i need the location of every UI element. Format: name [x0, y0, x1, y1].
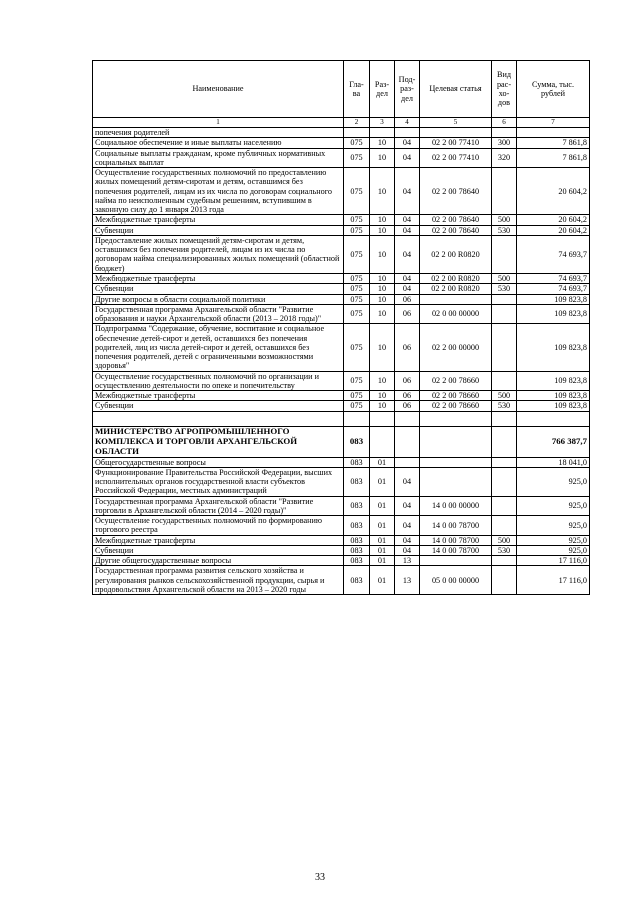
cell-vid: [492, 294, 517, 304]
cell-podrazdel: 04: [395, 168, 420, 215]
column-number-row: [93, 118, 590, 128]
cell-podrazdel: 04: [395, 516, 420, 536]
table-row: [93, 294, 590, 304]
budget-table: [92, 60, 590, 595]
table-row: [93, 566, 590, 595]
cell-name: Государственная программа Архангельской области "Развитие торговли в Архангельской области (2014 – 2020 годы)": [93, 496, 344, 516]
cell-vid: 530: [492, 225, 517, 235]
table-row: [93, 401, 590, 411]
col-header-sum: Сумма, тыс. рублей: [517, 61, 590, 118]
cell-razdel: 10: [370, 294, 395, 304]
cell-vid: 530: [492, 284, 517, 294]
cell-name: Предоставление жилых помещений детям-сиротам и детям, оставшимся без попечения родителей, лицам из их числа по договорам найма специализированных жилых помещений (областной бюджет): [93, 235, 344, 273]
cell-target: [420, 556, 492, 566]
cell-razdel: 01: [370, 556, 395, 566]
cell-name: Осуществление государственных полномочий по предоставлению жилых помещений детям-сиротам и детям, оставшимся без попечения родителей, лицам из их числа по договорам социального найма по неисполненным судебным решениям, вступившим в законную силу до 1 января 2013 года: [93, 168, 344, 215]
cell-sum: 925,0: [517, 467, 590, 496]
cell-vid: [492, 128, 517, 138]
cell-podrazdel: 04: [395, 496, 420, 516]
cell-name: Подпрограмма "Содержание, обучение, воспитание и социальное обеспечение детей-сирот и детей, оставшихся без попечения родителей, лиц из числа детей-сирот и детей, оставшихся без попечения родителей, детей с ограниченными возможностями здоровья": [93, 324, 344, 371]
page-number: 33: [315, 872, 325, 883]
cell-razdel: 10: [370, 168, 395, 215]
table-row: [93, 371, 590, 391]
cell-glava: 075: [344, 294, 370, 304]
cell-target: 05 0 00 00000: [420, 566, 492, 595]
col-header-name: Наименование: [93, 61, 344, 118]
cell-name: Государственная программа Архангельской области "Развитие образования и науки Архангельской области (2013 – 2018 годы)": [93, 304, 344, 324]
column-number: 2: [344, 118, 370, 128]
table-row: [93, 516, 590, 536]
cell-vid: [492, 426, 517, 457]
cell-podrazdel: 04: [395, 535, 420, 545]
cell-glava: [344, 128, 370, 138]
cell-name: [93, 411, 344, 426]
header-row: [93, 61, 590, 118]
cell-vid: 500: [492, 273, 517, 283]
cell-sum: 17 116,0: [517, 566, 590, 595]
cell-name: Межбюджетные трансферты: [93, 535, 344, 545]
cell-podrazdel: 04: [395, 215, 420, 225]
cell-glava: 083: [344, 426, 370, 457]
cell-razdel: 10: [370, 391, 395, 401]
cell-glava: 075: [344, 215, 370, 225]
cell-podrazdel: 04: [395, 235, 420, 273]
cell-target: [420, 128, 492, 138]
column-number: 4: [395, 118, 420, 128]
table-row: [93, 496, 590, 516]
table-row: [93, 545, 590, 555]
cell-podrazdel: 06: [395, 391, 420, 401]
cell-sum: 74 693,7: [517, 284, 590, 294]
table-body: [93, 128, 590, 595]
cell-glava: 083: [344, 457, 370, 467]
cell-sum: 74 693,7: [517, 235, 590, 273]
cell-razdel: 01: [370, 545, 395, 555]
cell-podrazdel: 04: [395, 273, 420, 283]
cell-sum: 925,0: [517, 535, 590, 545]
cell-razdel: 10: [370, 324, 395, 371]
cell-razdel: 10: [370, 148, 395, 168]
cell-sum: 109 823,8: [517, 304, 590, 324]
cell-razdel: 10: [370, 284, 395, 294]
cell-vid: [492, 496, 517, 516]
table-row: [93, 128, 590, 138]
cell-podrazdel: 06: [395, 401, 420, 411]
cell-podrazdel: 04: [395, 225, 420, 235]
cell-glava: 075: [344, 148, 370, 168]
cell-sum: 20 604,2: [517, 225, 590, 235]
cell-target: [420, 426, 492, 457]
col-header-podrazdel: Под-раз-дел: [395, 61, 420, 118]
table-row: [93, 225, 590, 235]
cell-vid: [492, 324, 517, 371]
cell-glava: 075: [344, 324, 370, 371]
cell-podrazdel: 04: [395, 467, 420, 496]
table-row: [93, 426, 590, 457]
cell-podrazdel: 13: [395, 566, 420, 595]
cell-sum: 20 604,2: [517, 168, 590, 215]
cell-glava: 083: [344, 545, 370, 555]
cell-razdel: 01: [370, 566, 395, 595]
cell-vid: [492, 566, 517, 595]
cell-name: Социальные выплаты гражданам, кроме публичных нормативных социальных выплат: [93, 148, 344, 168]
cell-glava: 083: [344, 556, 370, 566]
col-header-target: Целевая статья: [420, 61, 492, 118]
cell-sum: [517, 411, 590, 426]
cell-glava: 075: [344, 138, 370, 148]
cell-target: [420, 411, 492, 426]
cell-podrazdel: [395, 426, 420, 457]
cell-name: попечения родителей: [93, 128, 344, 138]
cell-target: 14 0 00 78700: [420, 545, 492, 555]
cell-target: 14 0 00 78700: [420, 535, 492, 545]
table-row: [93, 324, 590, 371]
cell-sum: 109 823,8: [517, 401, 590, 411]
cell-glava: 083: [344, 467, 370, 496]
table-row: [93, 457, 590, 467]
cell-razdel: 10: [370, 304, 395, 324]
cell-vid: 320: [492, 148, 517, 168]
cell-sum: 20 604,2: [517, 215, 590, 225]
table-row: [93, 148, 590, 168]
cell-target: 02 2 00 78660: [420, 371, 492, 391]
cell-vid: 300: [492, 138, 517, 148]
cell-target: [420, 294, 492, 304]
cell-target: 14 0 00 00000: [420, 496, 492, 516]
cell-podrazdel: 06: [395, 294, 420, 304]
cell-name: Социальное обеспечение и иные выплаты населению: [93, 138, 344, 148]
table-row: [93, 215, 590, 225]
cell-podrazdel: 04: [395, 545, 420, 555]
cell-name: Межбюджетные трансферты: [93, 273, 344, 283]
table-row: [93, 304, 590, 324]
cell-glava: 075: [344, 225, 370, 235]
cell-vid: [492, 467, 517, 496]
cell-glava: 075: [344, 235, 370, 273]
col-header-razdel: Раз-дел: [370, 61, 395, 118]
cell-glava: 075: [344, 371, 370, 391]
cell-sum: 925,0: [517, 496, 590, 516]
cell-glava: 075: [344, 391, 370, 401]
cell-name: Общегосударственные вопросы: [93, 457, 344, 467]
cell-razdel: [370, 411, 395, 426]
cell-target: 02 2 00 78640: [420, 215, 492, 225]
cell-podrazdel: 04: [395, 284, 420, 294]
cell-sum: 109 823,8: [517, 294, 590, 304]
cell-vid: [492, 168, 517, 215]
cell-glava: 075: [344, 401, 370, 411]
table-row: [93, 138, 590, 148]
cell-name: Функционирование Правительства Российской Федерации, высших исполнительных органов государственной власти субъектов Российской Федерации, местных администраций: [93, 467, 344, 496]
cell-podrazdel: 06: [395, 304, 420, 324]
cell-sum: 18 041,0: [517, 457, 590, 467]
cell-podrazdel: 06: [395, 324, 420, 371]
cell-podrazdel: [395, 411, 420, 426]
cell-razdel: [370, 128, 395, 138]
cell-razdel: 10: [370, 138, 395, 148]
cell-name: МИНИСТЕРСТВО АГРОПРОМЫШЛЕННОГО КОМПЛЕКСА И ТОРГОВЛИ АРХАНГЕЛЬСКОЙ ОБЛАСТИ: [93, 426, 344, 457]
cell-vid: [492, 411, 517, 426]
cell-target: 02 2 00 77410: [420, 148, 492, 168]
column-number: 5: [420, 118, 492, 128]
cell-vid: 530: [492, 401, 517, 411]
cell-sum: 109 823,8: [517, 371, 590, 391]
cell-name: Субвенции: [93, 401, 344, 411]
cell-vid: [492, 516, 517, 536]
cell-sum: 766 387,7: [517, 426, 590, 457]
table-row: [93, 235, 590, 273]
cell-target: 02 2 00 00000: [420, 324, 492, 371]
cell-podrazdel: [395, 457, 420, 467]
cell-sum: 109 823,8: [517, 324, 590, 371]
cell-razdel: 01: [370, 496, 395, 516]
column-number: 3: [370, 118, 395, 128]
cell-glava: 083: [344, 496, 370, 516]
column-number: 1: [93, 118, 344, 128]
table-row: [93, 284, 590, 294]
cell-razdel: 10: [370, 235, 395, 273]
cell-name: Другие вопросы в области социальной политики: [93, 294, 344, 304]
cell-sum: [517, 128, 590, 138]
column-number: 7: [517, 118, 590, 128]
cell-razdel: 10: [370, 401, 395, 411]
cell-razdel: 10: [370, 225, 395, 235]
cell-vid: 500: [492, 391, 517, 401]
table-row: [93, 273, 590, 283]
cell-vid: [492, 457, 517, 467]
cell-razdel: 10: [370, 273, 395, 283]
cell-name: Субвенции: [93, 284, 344, 294]
column-number: 6: [492, 118, 517, 128]
cell-razdel: 01: [370, 467, 395, 496]
cell-target: 14 0 00 78700: [420, 516, 492, 536]
cell-target: 02 2 00 78640: [420, 225, 492, 235]
table-row: [93, 535, 590, 545]
cell-podrazdel: 06: [395, 371, 420, 391]
cell-vid: 530: [492, 545, 517, 555]
cell-glava: 083: [344, 566, 370, 595]
cell-glava: [344, 411, 370, 426]
cell-razdel: 01: [370, 516, 395, 536]
table-row: [93, 168, 590, 215]
col-header-vid: Вид рас-хо-дов: [492, 61, 517, 118]
cell-razdel: 01: [370, 535, 395, 545]
cell-name: Межбюджетные трансферты: [93, 391, 344, 401]
table-row: [93, 467, 590, 496]
cell-podrazdel: 04: [395, 138, 420, 148]
cell-razdel: 10: [370, 215, 395, 225]
cell-vid: [492, 556, 517, 566]
cell-sum: 925,0: [517, 545, 590, 555]
table-row: [93, 556, 590, 566]
cell-name: Осуществление государственных полномочий по организации и осуществлению деятельности по опеке и попечительству: [93, 371, 344, 391]
cell-podrazdel: [395, 128, 420, 138]
cell-target: 02 2 00 R0820: [420, 284, 492, 294]
cell-name: Субвенции: [93, 545, 344, 555]
cell-target: 02 0 00 00000: [420, 304, 492, 324]
cell-target: [420, 457, 492, 467]
cell-glava: 075: [344, 273, 370, 283]
cell-sum: 925,0: [517, 516, 590, 536]
cell-target: 02 2 00 78660: [420, 401, 492, 411]
cell-target: 02 2 00 78660: [420, 391, 492, 401]
cell-sum: 109 823,8: [517, 391, 590, 401]
cell-sum: 17 116,0: [517, 556, 590, 566]
cell-razdel: 01: [370, 457, 395, 467]
cell-sum: 7 861,8: [517, 148, 590, 168]
cell-razdel: 10: [370, 371, 395, 391]
cell-name: Межбюджетные трансферты: [93, 215, 344, 225]
cell-vid: [492, 235, 517, 273]
cell-razdel: [370, 426, 395, 457]
cell-sum: 74 693,7: [517, 273, 590, 283]
cell-name: Осуществление государственных полномочий по формированию торгового реестра: [93, 516, 344, 536]
cell-glava: 075: [344, 284, 370, 294]
cell-glava: 083: [344, 516, 370, 536]
cell-glava: 075: [344, 304, 370, 324]
table-row: [93, 411, 590, 426]
cell-podrazdel: 04: [395, 148, 420, 168]
cell-name: Другие общегосударственные вопросы: [93, 556, 344, 566]
cell-target: 02 2 00 R0820: [420, 273, 492, 283]
cell-vid: 500: [492, 215, 517, 225]
cell-sum: 7 861,8: [517, 138, 590, 148]
cell-name: Государственная программа развития сельского хозяйства и регулирования рынков сельскохозяйственной продукции, сырья и продовольствия Архангельской области на 2013 – 2020 годы: [93, 566, 344, 595]
cell-glava: 083: [344, 535, 370, 545]
cell-vid: [492, 371, 517, 391]
cell-glava: 075: [344, 168, 370, 215]
cell-target: [420, 467, 492, 496]
cell-target: 02 2 00 77410: [420, 138, 492, 148]
col-header-glava: Гла-ва: [344, 61, 370, 118]
cell-podrazdel: 13: [395, 556, 420, 566]
cell-vid: [492, 304, 517, 324]
cell-vid: 500: [492, 535, 517, 545]
cell-target: 02 2 00 R0820: [420, 235, 492, 273]
cell-target: 02 2 00 78640: [420, 168, 492, 215]
table-row: [93, 391, 590, 401]
cell-name: Субвенции: [93, 225, 344, 235]
